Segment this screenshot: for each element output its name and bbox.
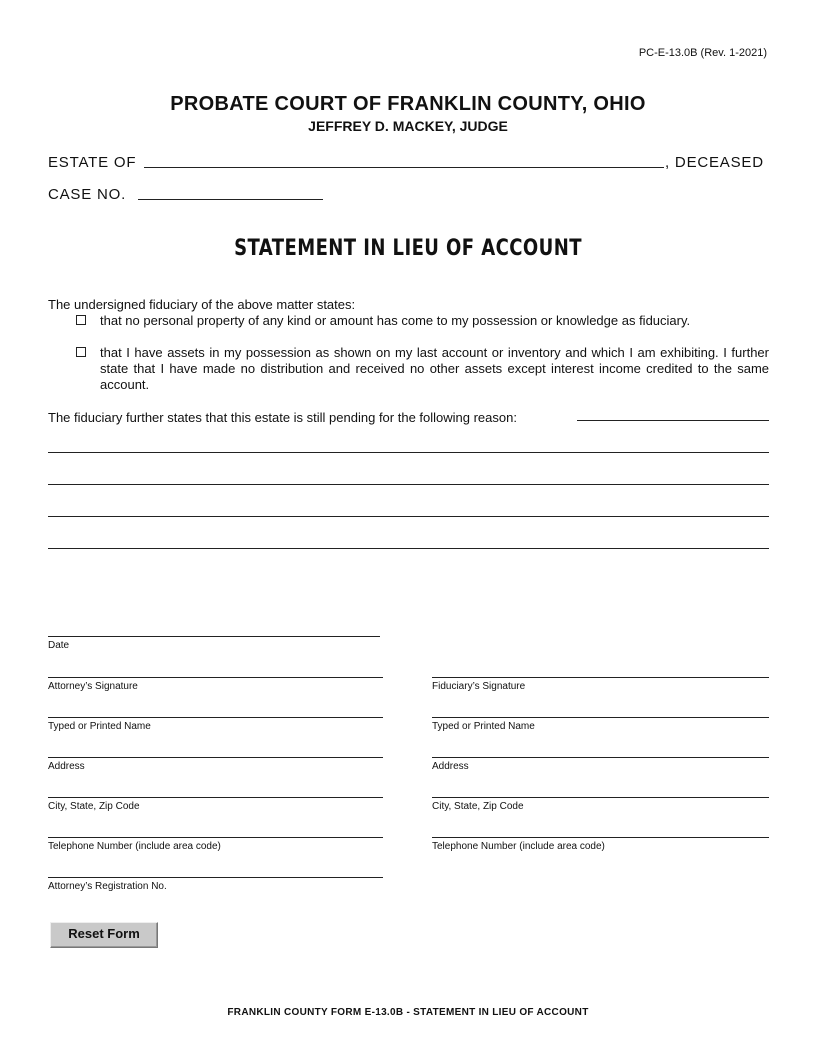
page-title: STATEMENT IN LIEU OF ACCOUNT <box>234 236 582 261</box>
option-2-checkbox[interactable] <box>76 347 86 357</box>
attorney-registration-field[interactable] <box>48 877 383 878</box>
form-number: PC-E-13.0B (Rev. 1-2021) <box>638 47 767 59</box>
attorney-phone-field[interactable] <box>48 837 383 838</box>
attorney-phone-label: Telephone Number (include area code) <box>48 841 221 852</box>
reason-field-line-1[interactable] <box>577 420 769 421</box>
estate-of-field[interactable] <box>144 167 664 168</box>
reason-field-line-2[interactable] <box>48 452 769 453</box>
option-1-text: that no personal property of any kind or amount has come to my possession or knowledge as fiduciary. <box>100 313 691 328</box>
attorney-name-label: Typed or Printed Name <box>48 721 151 732</box>
fiduciary-city-field[interactable] <box>432 797 769 798</box>
fiduciary-address-field[interactable] <box>432 757 769 758</box>
reason-label: The fiduciary further states that this estate is still pending for the following reason: <box>48 410 517 425</box>
intro-text: The undersigned fiduciary of the above matter states: <box>48 297 356 312</box>
attorney-name-field[interactable] <box>48 717 383 718</box>
option-assets <box>76 345 769 393</box>
fiduciary-city-label: City, State, Zip Code <box>432 801 524 812</box>
fiduciary-address-label: Address <box>432 761 469 772</box>
judge-name: JEFFREY D. MACKEY, JUDGE <box>308 118 508 134</box>
attorney-signature-label: Attorney’s Signature <box>48 681 138 692</box>
fiduciary-phone-field[interactable] <box>432 837 769 838</box>
reset-form-button[interactable]: Reset Form <box>50 922 158 948</box>
reason-field-line-3[interactable] <box>48 484 769 485</box>
option-2-text: that I have assets in my possession as shown on my last account or inventory and which I am exhibiting. I further state that I have made no distribution and received no other assets except interest income credited to the same account. <box>100 345 769 392</box>
reason-field-line-4[interactable] <box>48 516 769 517</box>
case-no-label: CASE NO. <box>48 186 127 203</box>
option-no-property <box>76 313 769 329</box>
fiduciary-phone-label: Telephone Number (include area code) <box>432 841 605 852</box>
reason-field-line-5[interactable] <box>48 548 769 549</box>
court-name: PROBATE COURT OF FRANKLIN COUNTY, OHIO <box>170 93 646 115</box>
fiduciary-signature-label: Fiduciary’s Signature <box>432 681 526 692</box>
attorney-city-label: City, State, Zip Code <box>48 801 140 812</box>
attorney-registration-label: Attorney’s Registration No. <box>48 881 167 892</box>
fiduciary-name-field[interactable] <box>432 717 769 718</box>
attorney-address-field[interactable] <box>48 757 383 758</box>
attorney-signature-field[interactable] <box>48 677 383 678</box>
fiduciary-signature-field[interactable] <box>432 677 769 678</box>
date-label: Date <box>48 640 70 651</box>
date-field[interactable] <box>48 636 380 637</box>
fiduciary-name-label: Typed or Printed Name <box>432 721 535 732</box>
deceased-label: , DECEASED <box>665 154 764 171</box>
option-1-checkbox[interactable] <box>76 315 86 325</box>
page-footer: FRANKLIN COUNTY FORM E-13.0B - STATEMENT IN LIEU OF ACCOUNT <box>227 1007 589 1018</box>
case-no-field[interactable] <box>138 199 323 200</box>
estate-of-label: ESTATE OF <box>48 154 137 171</box>
attorney-city-field[interactable] <box>48 797 383 798</box>
attorney-address-label: Address <box>48 761 85 772</box>
